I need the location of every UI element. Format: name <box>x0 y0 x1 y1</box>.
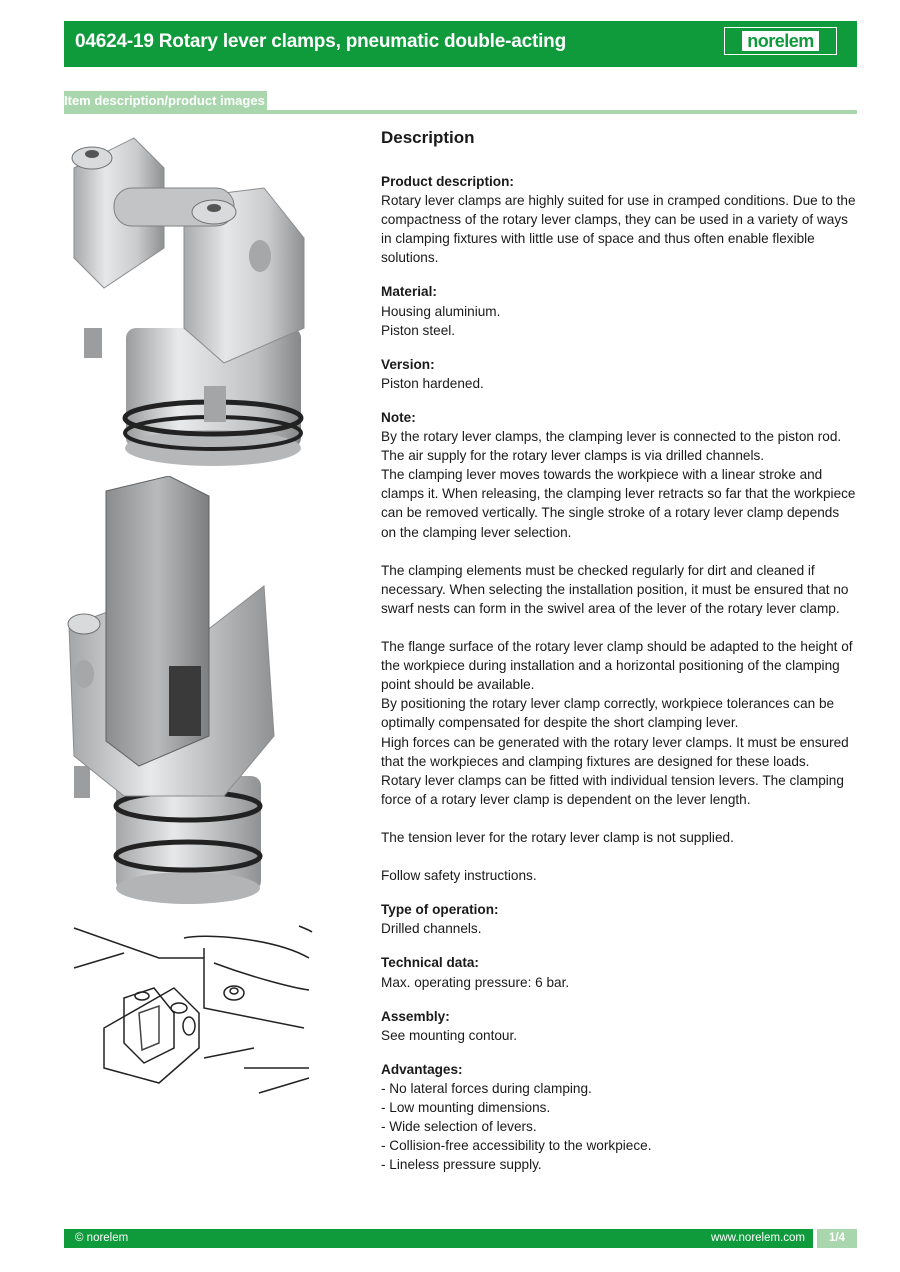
description-section <box>381 126 857 1189</box>
block-heading: Type of operation: <box>381 902 499 918</box>
logo-text: norelem <box>742 31 819 51</box>
footer-url-link[interactable]: www.norelem.com <box>711 1232 805 1244</box>
block-text: - No lateral forces during clamping. - Low mounting dimensions. - Wide selection of levers. - Collision-free accessibility to the workpiece. - Lineless pressure supply. <box>381 1080 652 1173</box>
page-title: 04624-19 Rotary lever clamps, pneumatic double-acting <box>75 31 566 52</box>
product-description-block <box>381 172 857 267</box>
block-heading: Assembly: <box>381 1008 450 1024</box>
block-heading: Advantages: <box>381 1061 463 1077</box>
mounting-sketch-icon <box>64 918 314 1108</box>
assembly-block <box>381 1007 857 1045</box>
block-text: Housing aluminium. Piston steel. <box>381 303 501 338</box>
technical-data-block <box>381 953 857 991</box>
rotary-clamp-photo-icon <box>64 128 314 473</box>
version-block <box>381 355 857 393</box>
block-heading: Product description: <box>381 174 514 189</box>
type-of-operation-block <box>381 900 857 938</box>
description-heading: Description <box>381 128 475 147</box>
block-heading: Note: <box>381 409 416 425</box>
material-block <box>381 282 857 339</box>
block-text: Max. operating pressure: 6 bar. <box>381 974 570 990</box>
page-footer <box>64 1229 857 1248</box>
section-label: Item description/product images <box>64 91 267 111</box>
block-text: By the rotary lever clamps, the clamping lever is connected to the piston rod. The air supply for the rotary lever clamps is via drilled channels. The clamping lever moves towards the workpiece with a linear stroke and clamps it. When releasing, the clamping lever retracts so far that the workpiece can be removed vertically. The single stroke of a rotary lever clamp depends on the clamping lever selection. The clamping elements must be checked regularly for dirt and cleaned if necessary. When selecting the installation position, it must be ensured that no swarf nests can form in the swivel area of the lever of the rotary lever clamp. The flange surface of the rotary lever clamp should be adapted to the height of the workpiece during installation and a horizontal positioning of the clamping point should be available. By positioning the rotary lever clamp correctly, workpiece tolerances can be optimally compensated for despite the short clamping lever. High forces can be generated with the rotary lever clamps. It must be ensured that the workpieces and clamping fixtures are designed for these loads. Rotary lever clamps can be fitted with individual tension levers. The clamping force of a rotary lever clamp is dependent on the lever length. The tension lever for the rotary lever clamp is not supplied. Follow safety instructions. <box>381 429 856 884</box>
page-number: 1/4 <box>817 1229 857 1248</box>
block-heading: Technical data: <box>381 955 479 971</box>
page-header <box>64 21 857 67</box>
rotary-clamp-with-lever-photo-icon <box>64 476 314 904</box>
note-block <box>381 408 857 885</box>
block-heading: Version: <box>381 356 435 372</box>
advantages-block <box>381 1060 857 1175</box>
block-text: See mounting contour. <box>381 1027 518 1043</box>
footer-copyright: © norelem <box>75 1232 129 1244</box>
block-text: Rotary lever clamps are highly suited for use in cramped conditions. Due to the compactness of the rotary lever clamps, they can be used in a variety of ways in clamping fixtures with little use of space and thus often enable flexible solutions. <box>381 193 856 266</box>
block-text: Piston hardened. <box>381 375 484 391</box>
norelem-logo <box>724 27 837 55</box>
block-heading: Material: <box>381 284 437 300</box>
block-text: Drilled channels. <box>381 921 482 937</box>
